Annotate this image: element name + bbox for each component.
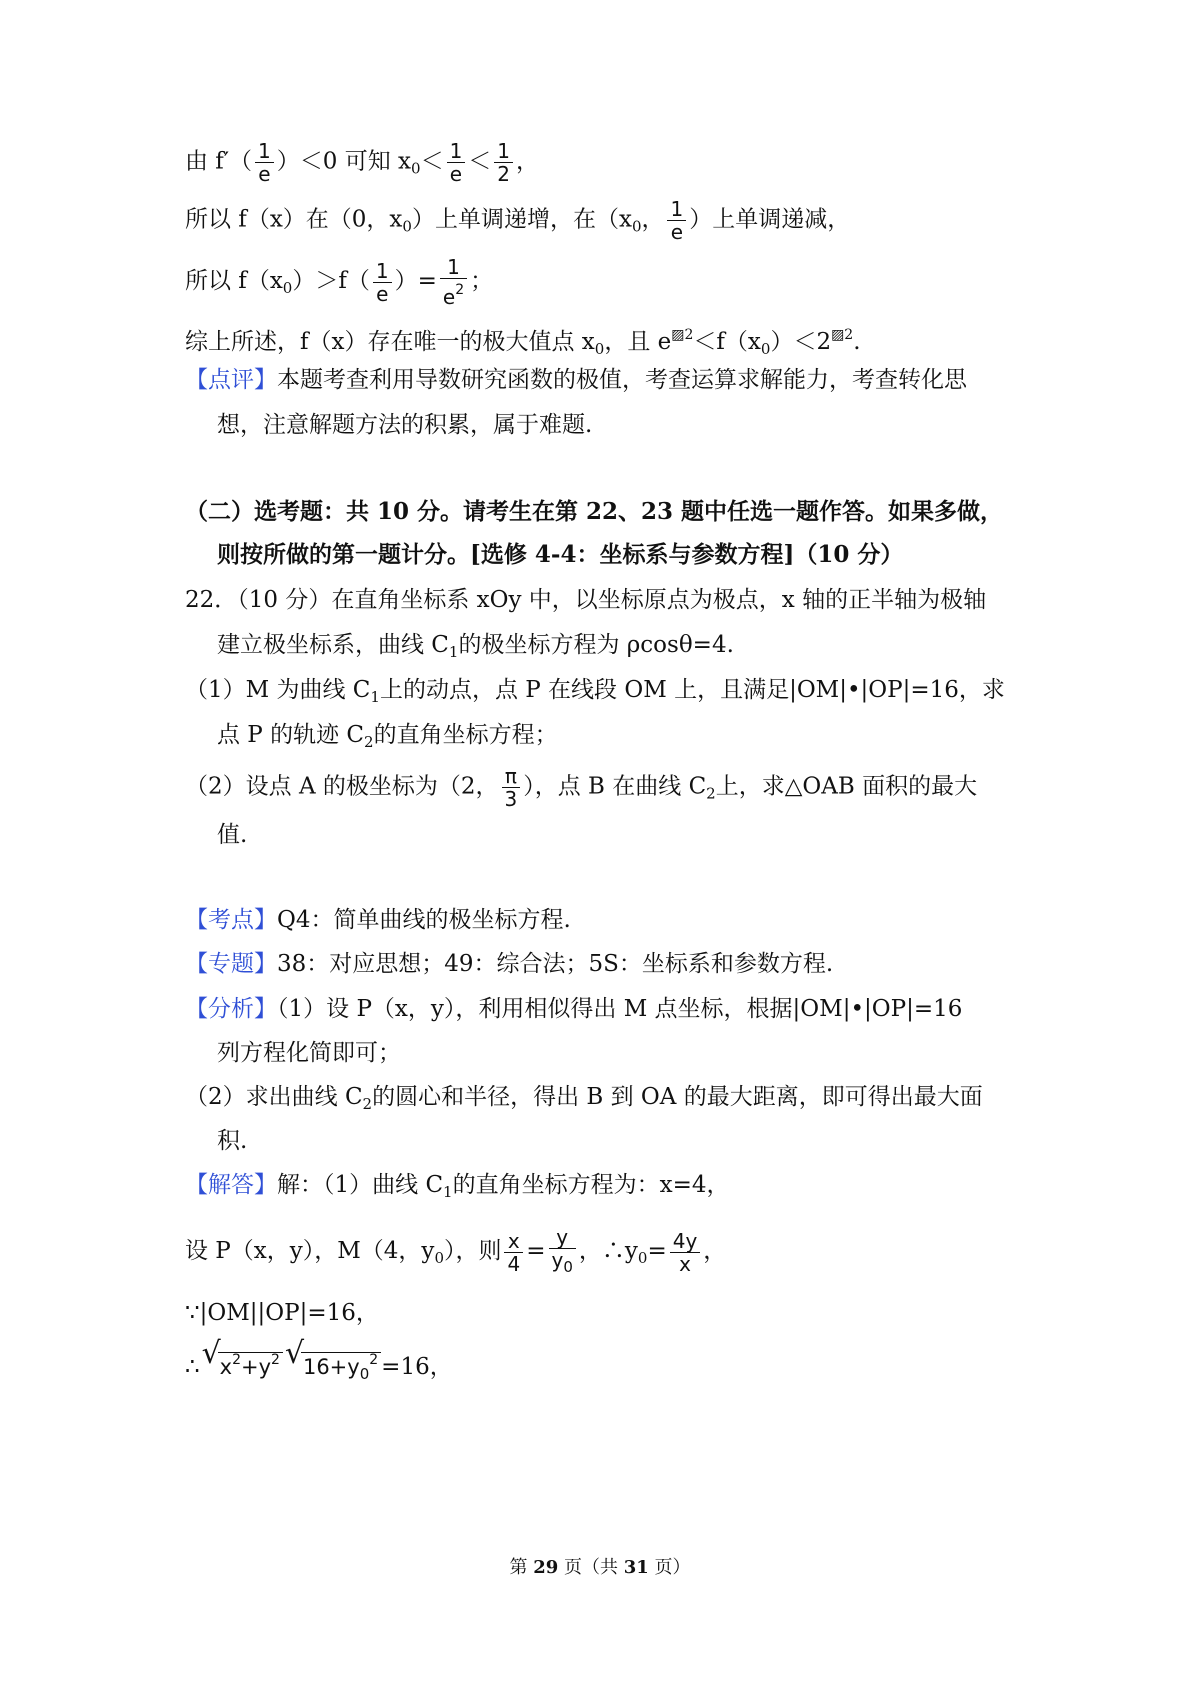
kaodian-tag: 【考点】	[185, 907, 277, 933]
solution-line-3: 所以 $f(x_0)>f$（ $\frac{1}{e}$ ）= $\frac{1}{e^2}$ ；	[185, 255, 494, 309]
kaodian-line: 【考点】Q4：简单曲线的极坐标方程.	[185, 907, 571, 933]
page-number: 29	[533, 1557, 559, 1578]
problem-question-1-line-1: （1）M 为曲线 $C_1$上的动点，点 P 在线段 OM 上，且满足|OM|•|OP|=16，求	[185, 677, 1005, 706]
fraction-4y-over-x: $\frac{4y}{x}$	[670, 1230, 701, 1275]
fenxi-line-4: 积.	[217, 1128, 248, 1154]
solution-line-1: 由 f′（ $\frac{1}{e}$ ）＜0 可知 $x_0<$ $\frac{1}{e}$ ＜ $\frac{1}{2}$ ，	[185, 139, 540, 186]
jieda-line-4: ∴ √ $x^2+y^2$ √ $16+y_0^2 =16$，	[185, 1343, 1030, 1391]
fenxi-tag: 【分析】	[185, 996, 277, 1022]
fenxi-line-2: 列方程化简即可；	[217, 1040, 401, 1066]
section-heading-line-2: 则按所做的第一题计分。[选修 4-4：坐标系与参数方程]（10 分）	[217, 541, 904, 568]
fraction-1-over-e-squared: $\frac{1}{e^2}$	[440, 256, 467, 308]
page-footer: 第 29 页（共 31 页）	[509, 1557, 691, 1578]
fraction-1-over-e: $\frac{1}{e}$	[447, 140, 466, 185]
square-root-1: √ $x^2+y^2$	[202, 1343, 283, 1384]
zhuanti-tag: 【专题】	[185, 951, 277, 977]
fraction-1-over-e: $\frac{1}{e}$	[373, 260, 392, 305]
jieda-tag: 【解答】	[185, 1172, 277, 1198]
text-fragment: 由 f′（	[185, 148, 253, 175]
problem-question-2-line-2: 值.	[217, 822, 248, 848]
jieda-line-1: 【解答】解：（1）曲线 $C_1$的直角坐标方程为：x=4，	[185, 1172, 730, 1201]
section-heading-line-1: （二）选考题：共 10 分。请考生在第 22、23 题中任选一题作答。如果多做，	[185, 498, 1004, 525]
review-line-2: 想，注意解题方法的积累，属于难题.	[217, 412, 593, 438]
fraction-y-over-y0: $\frac{y}{y_0}$	[549, 1226, 576, 1278]
review-line-1: 【点评】本题考查利用导数研究函数的极值，考查运算求解能力，考查转化思	[185, 367, 967, 393]
fenxi-line-1: 【分析】（1）设 P（x，y），利用相似得出 M 点坐标，根据|OM|•|OP|=16	[185, 996, 963, 1022]
text-fragment: ）＜0 可知 x	[276, 148, 412, 175]
problem-question-1-line-2: 点 P 的轨迹 $C_2$的直角坐标方程；	[217, 722, 558, 751]
fraction-1-over-e: $\frac{1}{e}$	[255, 140, 274, 185]
problem-line-2: 建立极坐标系，曲线 $C_1$的极坐标方程为 ρcosθ=4.	[217, 632, 734, 661]
total-pages: 31	[623, 1557, 649, 1578]
problem-question-2-line-1: （2）设点 A 的极坐标为（2， $\frac{\pi}{3}$ ），点 B 在曲线 $C_2$上，求△OAB 面积的最大	[185, 764, 978, 811]
fenxi-line-3: （2）求出曲线 $C_2$的圆心和半径，得出 B 到 OA 的最大距离，即可得出最大面	[185, 1084, 983, 1113]
zhuanti-line: 【专题】38：对应思想；49：综合法；5S：坐标系和参数方程.	[185, 951, 834, 977]
jieda-line-3: ∵|OM||OP|=16，	[185, 1300, 379, 1326]
fraction-pi-over-3: $\frac{\pi}{3}$	[502, 765, 521, 810]
fraction-x-over-4: $\frac{x}{4}$	[504, 1230, 523, 1275]
problem-line-1: 22．（10 分）在直角坐标系 xOy 中，以坐标原点为极点，x 轴的正半轴为极轴	[185, 587, 987, 613]
square-root-2: √ $16+y_0^2$	[285, 1343, 381, 1391]
review-tag: 【点评】	[185, 367, 277, 393]
jieda-line-2: 设 P（x，y），M（4，$y_0$），则 $\frac{x}{4}$ = $\frac{y}{y_0}$ ，$\therefore y_0=$ $\frac{4y}{x}$ ，	[185, 1225, 727, 1276]
solution-line-4: 综上所述，f（x）存在唯一的极大值点 $x_0$，且 $e^{▨2}<f(x_0)<2^{▨2}$.	[185, 327, 861, 358]
fraction-1-over-e: $\frac{1}{e}$	[667, 198, 686, 243]
fraction-1-over-2: $\frac{1}{2}$	[494, 140, 513, 185]
solution-line-2: 所以 f（x）在（0，$x_0$）上单调递增，在（$x_0$， $\frac{1}{e}$ ）上单调递减，	[185, 197, 851, 244]
